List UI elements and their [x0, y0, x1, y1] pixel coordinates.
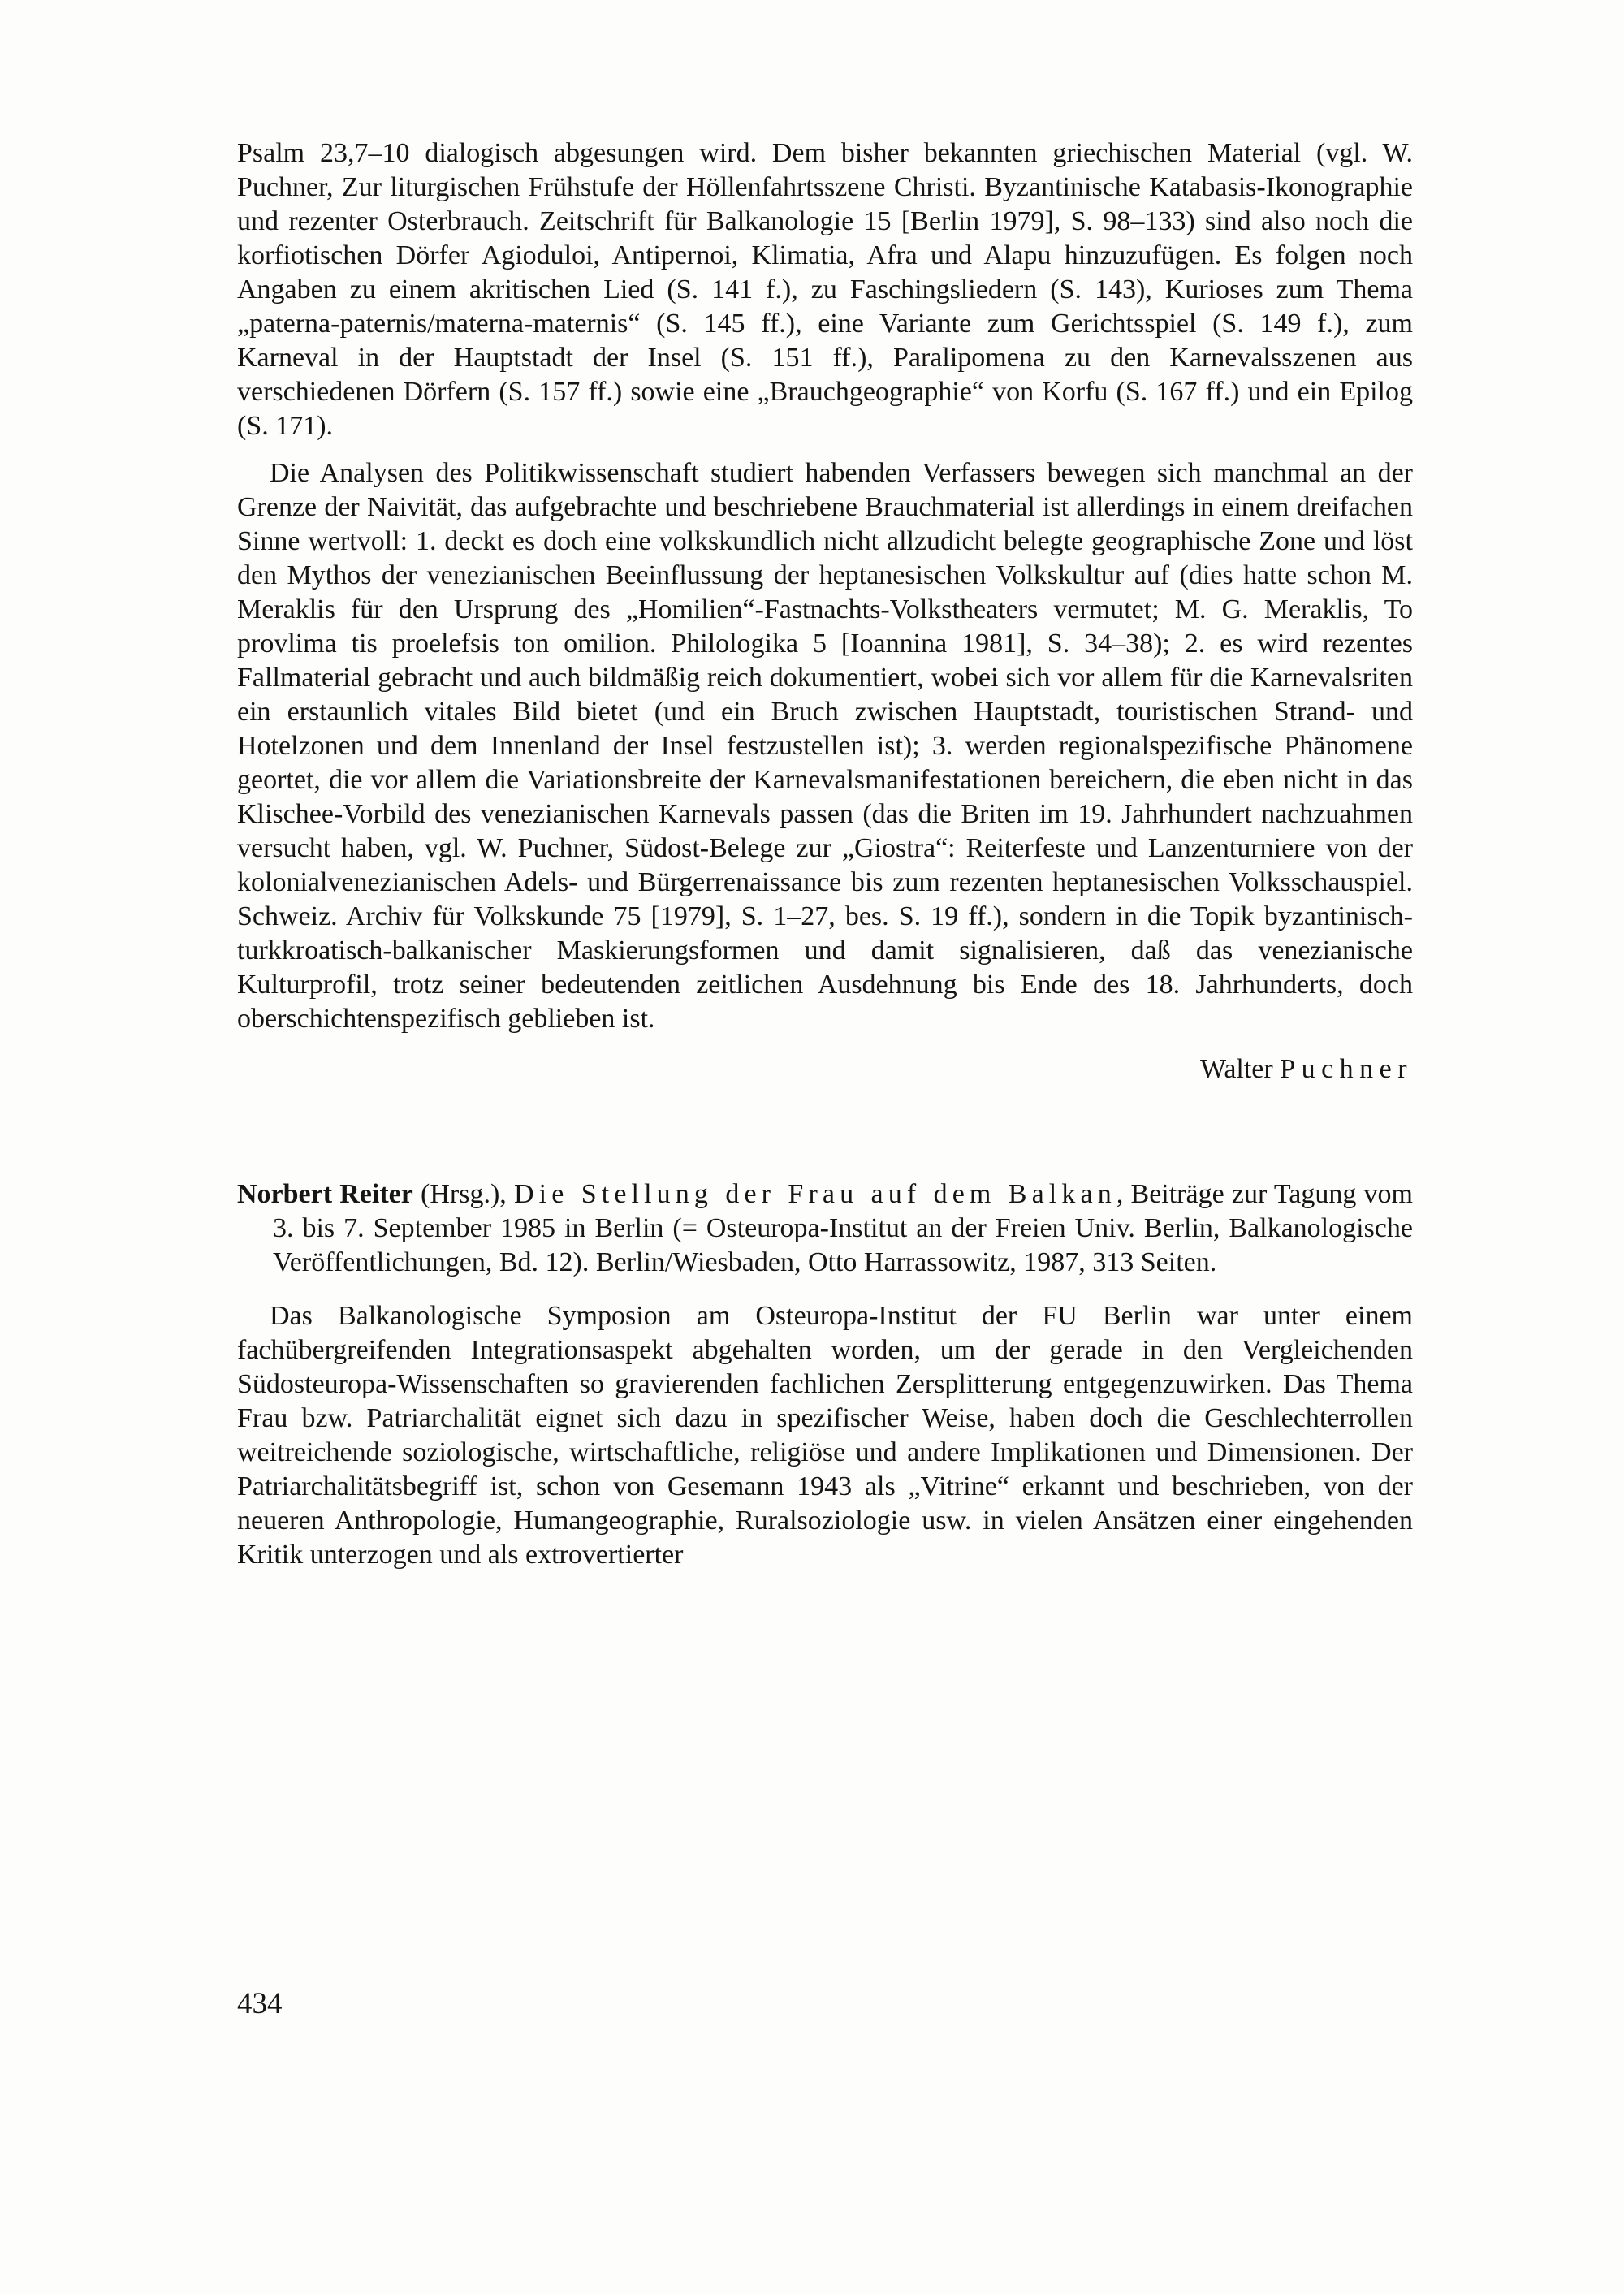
review2-paragraph-1: Das Balkanologische Symposion am Osteuropa-Institut der FU Berlin war unter einem fachübergreifenden Integrationsaspekt abgehalten worden, um der gerade in den Vergleichenden Südosteuropa-Wissenschaften so gravierenden fachlichen Zersplitterung entgegenzuwirken. Das Thema Frau bzw. Patriarchalität eignet sich dazu in spezifischer Weise, haben doch die Geschlechterrollen weitreichende soziologische, wirtschaftliche, religiöse und andere Implikationen und Dimensionen. Der Patriarchalitätsbegriff ist, schon von Gesemann 1943 als „Vitrine“ erkannt und beschrieben, von der neueren Anthropologie, Humangeographie, Ruralsoziologie usw. in vielen Ansätzen einer eingehenden Kritik unterzogen und als extrovertierter — [237, 1301, 1413, 1570]
review2-editor-note: (Hrsg.), — [412, 1179, 514, 1209]
review2-heading-publication-details: , Beiträge zur Tagung vom 3. bis 7. September 1985 in Berlin (= Osteuropa-Institut an der Freien Univ. Berlin, Balkanologische Veröffentlichungen, Bd. 12). Berlin/Wiesbaden, Otto Harrassowitz, 1987, 313 Seiten. — [273, 1179, 1413, 1277]
signature-last-name: Puchner — [1280, 1054, 1413, 1084]
review2-author-name: Norbert Reiter — [237, 1179, 413, 1209]
review2-heading — [237, 1177, 1413, 1280]
signature-first-name: Walter — [1199, 1054, 1273, 1084]
page-number: 434 — [237, 1987, 283, 2020]
review2-book-title: Die Stellung der Frau auf dem Balkan — [513, 1179, 1116, 1209]
review1-signature — [237, 1052, 1413, 1087]
text-column — [237, 136, 1413, 1572]
review1-paragraph-analysis: Die Analysen des Politikwissenschaft studiert habenden Verfassers bewegen sich manchmal an der Grenze der Naivität, das aufgebrachte und beschriebene Brauchmaterial ist allerdings in einem dreifachen Sinne wertvoll: 1. deckt es doch eine volkskundlich nicht allzudicht belegte geographische Zone und löst den Mythos der venezianischen Beeinflussung der heptanesischen Volkskultur auf (dies hatte schon M. Meraklis für den Ursprung des „Homilien“-Fastnachts-Volkstheaters vermutet; M. G. Meraklis, To provlima tis proelefsis ton omilion. Philologika 5 [Ioannina 1981], S. 34–38); 2. es wird rezentes Fallmaterial gebracht und auch bildmäßig reich dokumentiert, wobei sich vor allem für die Karnevalsriten ein erstaunlich vitales Bild bietet (und ein Bruch zwischen Hauptstadt, touristischen Strand- und Hotelzonen und dem Innenland der Insel festzustellen ist); 3. werden regionalspezifische Phänomene geortet, die vor allem die Variationsbreite der Karnevalsmanifestationen bereichern, die eben nicht in das Klischee-Vorbild des venezianischen Karnevals passen (das die Briten im 19. Jahrhundert nachzuahmen versucht haben, vgl. W. Puchner, Südost-Belege zur „Giostra“: Reiterfeste und Lanzenturniere von der kolonialvenezianischen Adels- und Bürgerrenaissance bis zum rezenten heptanesischen Volksschauspiel. Schweiz. Archiv für Volkskunde 75 [1979], S. 1–27, bes. S. 19 ff.), sondern in die Topik byzantinisch-turkkroatisch-balkanischer Maskierungsformen und damit signalisieren, daß das venezianische Kulturprofil, trotz seiner bedeutenden zeitlichen Ausdehnung bis Ende des 18. Jahrhunderts, doch oberschichtenspezifisch geblieben ist. — [237, 458, 1413, 1034]
review1-paragraph-continuation: Psalm 23,7–10 dialogisch abgesungen wird. Dem bisher bekannten griechischen Material (vgl. W. Puchner, Zur liturgischen Frühstufe der Höllenfahrtsszene Christi. Byzantinische Katabasis-Ikonographie und rezenter Osterbrauch. Zeitschrift für Balkanologie 15 [Berlin 1979], S. 98–133) sind also noch die korfiotischen Dörfer Agioduloi, Antipernoi, Klimatia, Afra und Alapu hinzuzufügen. Es folgen noch Angaben zu einem akritischen Lied (S. 141 f.), zu Faschingsliedern (S. 143), Kurioses zum Thema „paterna-paternis/materna-maternis“ (S. 145 ff.), eine Variante zum Gerichtsspiel (S. 149 f.), zum Karneval in der Hauptstadt der Insel (S. 151 ff.), Paralipomena zu den Karnevalsszenen aus verschiedenen Dörfern (S. 157 ff.) sowie eine „Brauchgeographie“ von Korfu (S. 167 ff.) und ein Epilog (S. 171). — [237, 138, 1413, 441]
